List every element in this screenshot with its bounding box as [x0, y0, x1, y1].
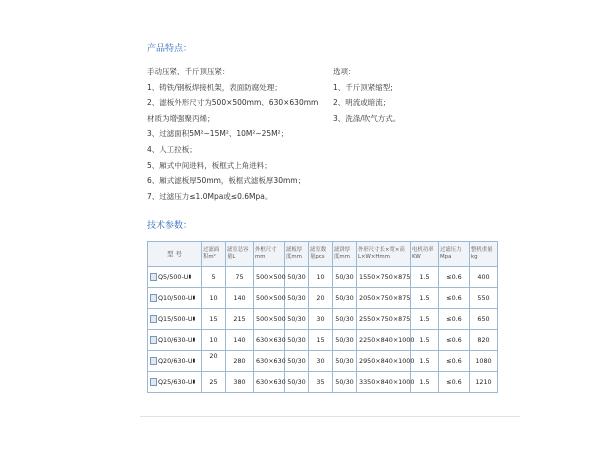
- model-icon: [150, 357, 157, 365]
- volume-cell: 215: [226, 309, 254, 330]
- model-cell: Q10/500-U▮: [148, 288, 202, 309]
- plate-cell: 50/30: [285, 351, 309, 372]
- weight-cell: 1210: [470, 372, 498, 393]
- volume-cell: 140: [226, 288, 254, 309]
- cake-cell: 50/30: [333, 372, 357, 393]
- header-cake: 滤饼厚度mm: [333, 242, 357, 267]
- cake-cell: 50/30: [333, 351, 357, 372]
- cake-cell: 50/30: [333, 309, 357, 330]
- model-suffix-icon: ▮: [192, 295, 196, 301]
- option-item: 3、洗涤/吹气方式。: [333, 113, 401, 123]
- feature-item: 3、过滤面积5M²~15M²、10M²~25M²；: [147, 129, 289, 139]
- header-area: 过滤面积m²: [202, 242, 226, 267]
- volume-cell: 140: [226, 330, 254, 351]
- chambers-cell: 15: [309, 330, 333, 351]
- frame-cell: 630×630: [254, 372, 285, 393]
- feature-item: 5、厢式中间进料，板框式上角进料；: [147, 160, 272, 170]
- cake-cell: 50/30: [333, 330, 357, 351]
- power-cell: 1.5: [411, 309, 439, 330]
- area-cell: 10: [202, 330, 226, 351]
- dims-cell: 2250×840×1000: [357, 330, 411, 351]
- frame-cell: 500×500: [254, 288, 285, 309]
- model-suffix-icon: ▮: [192, 337, 196, 343]
- dims-cell: 2550×750×875: [357, 309, 411, 330]
- power-cell: 1.5: [411, 330, 439, 351]
- feature-item: 6、厢式滤板厚50mm，板框式滤板厚30mm；: [147, 176, 306, 186]
- pressure-cell: ≤0.6: [439, 267, 470, 288]
- power-cell: 1.5: [411, 267, 439, 288]
- feature-item: 7、过滤压力≤1.0Mpa或≤0.6Mpa。: [147, 191, 273, 201]
- model-cell: Q20/630-U▮: [148, 351, 202, 372]
- model-icon: [150, 273, 157, 281]
- volume-cell: 280: [226, 351, 254, 372]
- model-cell: Q5/500-U▮: [148, 267, 202, 288]
- weight-cell: 650: [470, 309, 498, 330]
- options-title: 选项：: [333, 67, 356, 76]
- frame-cell: 630×630: [254, 351, 285, 372]
- frame-cell: 500×500: [254, 267, 285, 288]
- plate-cell: 50/30: [285, 267, 309, 288]
- header-plate: 滤板厚度mm: [285, 242, 309, 267]
- chambers-cell: 10: [309, 267, 333, 288]
- dims-cell: 2050×750×875: [357, 288, 411, 309]
- feature-item: 4、人工拉板；: [147, 144, 197, 154]
- model-icon: [150, 294, 157, 302]
- option-item: 2、明流或暗流；: [333, 98, 391, 108]
- option-item: 1、千斤顶紧缩型;: [333, 82, 393, 92]
- feature-item: 2、滤板外形尺寸为500×500mm、630×630mm: [147, 98, 319, 108]
- table-row: [148, 372, 498, 393]
- weight-cell: 550: [470, 288, 498, 309]
- model-icon: [150, 378, 157, 386]
- weight-cell: 1080: [470, 351, 498, 372]
- cake-cell: 50/30: [333, 267, 357, 288]
- header-dims: 外形尺寸长×宽×高L×W×Hmm: [357, 242, 411, 267]
- area-cell: 5: [202, 267, 226, 288]
- table-row: [148, 351, 498, 372]
- product-features-title: 产品特点：: [147, 44, 193, 54]
- model-icon: [150, 336, 157, 344]
- weight-cell: 820: [470, 330, 498, 351]
- model-cell: Q15/500-U▮: [148, 309, 202, 330]
- chambers-cell: 30: [309, 309, 333, 330]
- header-volume: 滤室总容量L: [226, 242, 254, 267]
- power-cell: 1.5: [411, 372, 439, 393]
- specs-table: [147, 241, 498, 393]
- header-power: 电机功率KW: [411, 242, 439, 267]
- dims-cell: 1550×750×875: [357, 267, 411, 288]
- volume-cell: 380: [226, 372, 254, 393]
- bottom-divider: [140, 416, 520, 417]
- model-suffix-icon: ▮: [192, 358, 196, 364]
- model-cell: Q25/630-U▮: [148, 372, 202, 393]
- chambers-cell: 30: [309, 351, 333, 372]
- header-chambers: 滤室数量pcs: [309, 242, 333, 267]
- header-model: 型 号: [148, 242, 202, 267]
- plate-cell: 50/30: [285, 309, 309, 330]
- power-cell: 1.5: [411, 351, 439, 372]
- pressure-cell: ≤0.6: [439, 288, 470, 309]
- dims-cell: 2950×840×1000: [357, 351, 411, 372]
- model-icon: [150, 315, 157, 323]
- plate-cell: 50/30: [285, 372, 309, 393]
- features-intro: 手动压紧、千斤顶压紧：: [147, 67, 230, 76]
- plate-cell: 50/30: [285, 330, 309, 351]
- area-cell: 10: [202, 288, 226, 309]
- plate-cell: 50/30: [285, 288, 309, 309]
- product-features-list: [147, 64, 347, 204]
- specs-header-row: [148, 242, 498, 267]
- weight-cell: 400: [470, 267, 498, 288]
- header-weight: 整机重量kg: [470, 242, 498, 267]
- cake-cell: 50/30: [333, 288, 357, 309]
- power-cell: 1.5: [411, 288, 439, 309]
- options-list: [333, 64, 473, 126]
- model-cell: Q10/630-U▮: [148, 330, 202, 351]
- feature-item: 材质为增强聚丙烯；: [147, 113, 215, 123]
- dims-cell: 3350×840×1000: [357, 372, 411, 393]
- frame-cell: 500×500: [254, 309, 285, 330]
- chambers-cell: 20: [309, 288, 333, 309]
- chambers-cell: 35: [309, 372, 333, 393]
- pressure-cell: ≤0.6: [439, 372, 470, 393]
- area-cell: 20: [202, 351, 226, 372]
- table-row: [148, 309, 498, 330]
- model-suffix-icon: ▮: [192, 379, 196, 385]
- header-pressure: 过滤压力Mpa: [439, 242, 470, 267]
- specs-title: 技术参数：: [147, 221, 193, 231]
- area-cell: 15: [202, 309, 226, 330]
- pressure-cell: ≤0.6: [439, 309, 470, 330]
- model-suffix-icon: ▮: [192, 316, 196, 322]
- pressure-cell: ≤0.6: [439, 351, 470, 372]
- pressure-cell: ≤0.6: [439, 330, 470, 351]
- table-row: [148, 267, 498, 288]
- feature-item: 1、铸铁/钢板焊接机架，表面防腐处理；: [147, 82, 282, 92]
- table-row: [148, 288, 498, 309]
- model-suffix-icon: ▮: [188, 274, 192, 280]
- area-cell: 25: [202, 372, 226, 393]
- volume-cell: 75: [226, 267, 254, 288]
- header-frame: 外框尺寸mm: [254, 242, 285, 267]
- frame-cell: 630×630: [254, 330, 285, 351]
- table-row: [148, 330, 498, 351]
